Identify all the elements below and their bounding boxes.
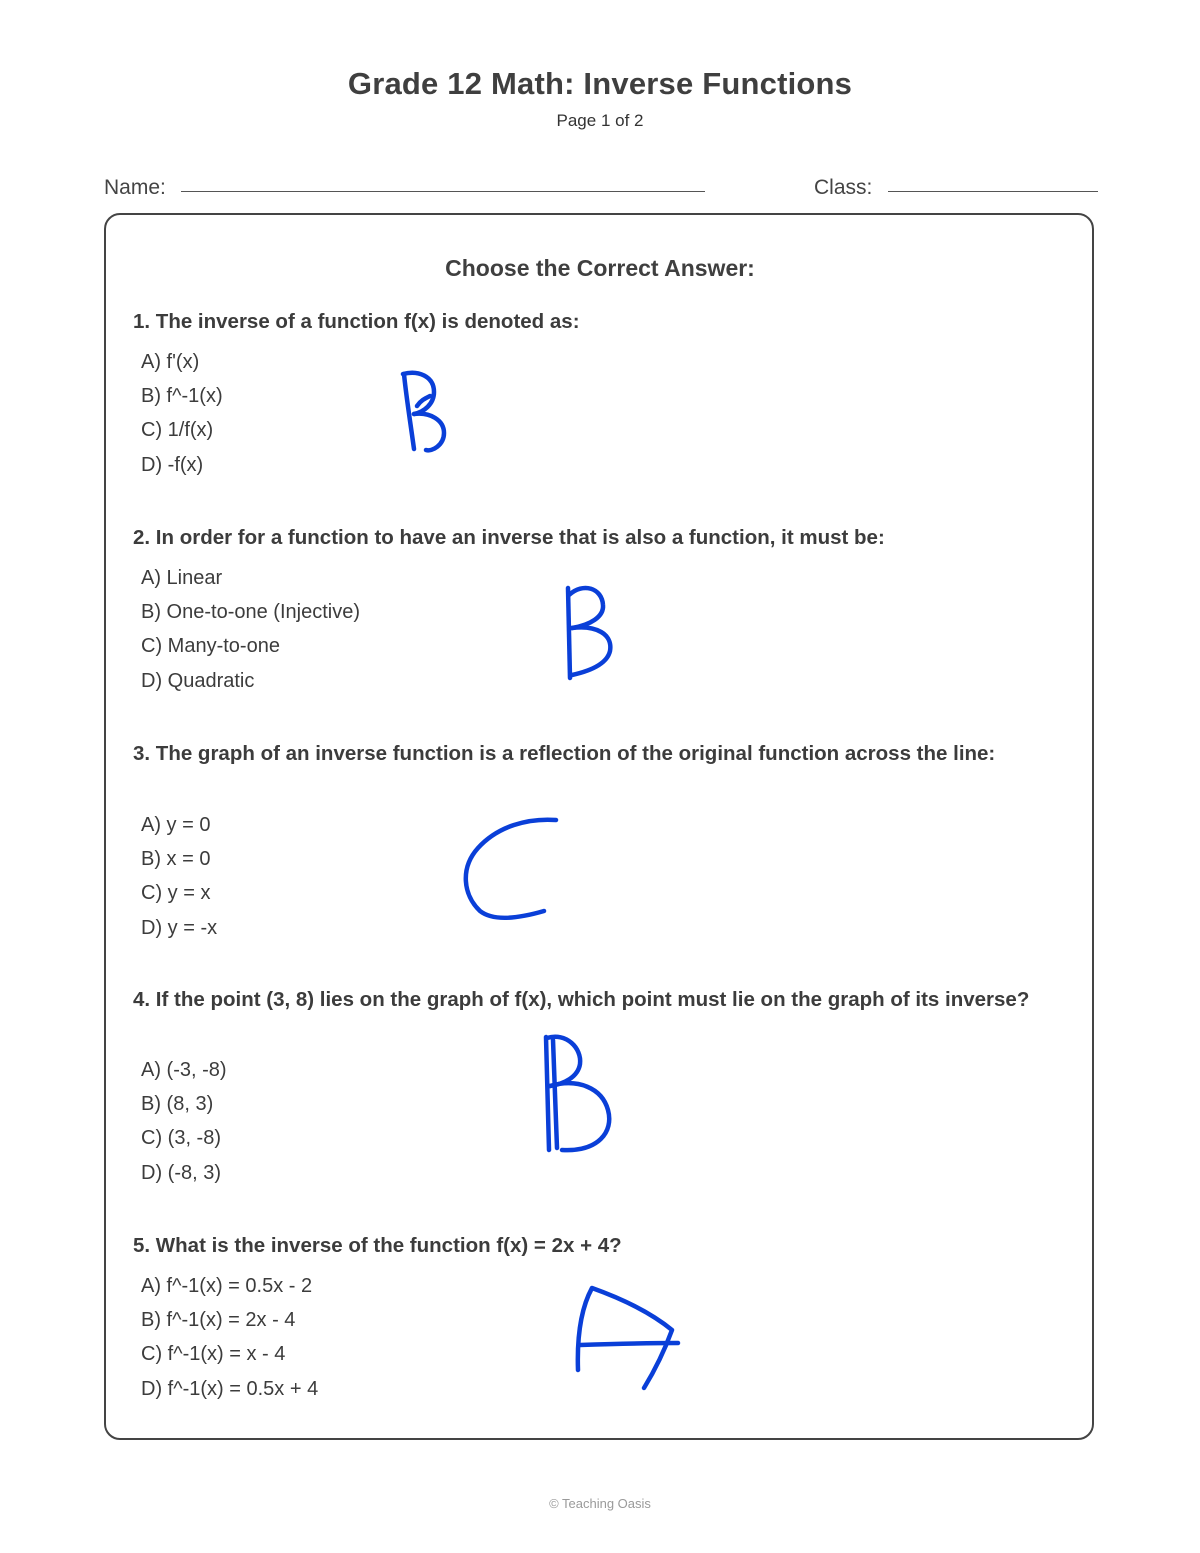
option-a: A) y = 0: [141, 814, 211, 836]
question-1-options: [141, 345, 223, 482]
question-4-options: [141, 1053, 227, 1190]
option-d: D) f^-1(x) = 0.5x + 4: [141, 1377, 319, 1400]
option-d: D) y = -x: [141, 916, 218, 939]
class-field-line[interactable]: [888, 191, 1098, 192]
option-d: D) (-8, 3): [141, 1161, 221, 1184]
class-label: Class:: [814, 176, 873, 199]
option-d: D) Quadratic: [141, 669, 255, 692]
page-indicator: Page 1 of 2: [556, 111, 644, 130]
question-2-options: [141, 561, 360, 698]
option-d: D) -f(x): [141, 453, 204, 476]
option-a: A) Linear: [141, 567, 223, 589]
instructions-heading: Choose the Correct Answer:: [445, 255, 755, 281]
option-b: B) One-to-one (Injective): [141, 601, 360, 624]
option-c: C) 1/f(x): [141, 419, 214, 442]
option-a: A) (-3, -8): [141, 1059, 227, 1081]
footer-credit: © Teaching Oasis: [549, 1496, 651, 1511]
option-b: B) f^-1(x): [141, 385, 223, 408]
option-c: C) f^-1(x) = x - 4: [141, 1343, 286, 1366]
name-field-line[interactable]: [181, 191, 705, 192]
question-3: 3. The graph of an inverse function is a reflection of the original function across the line:: [133, 742, 996, 765]
question-2: 2. In order for a function to have an inverse that is also a function, it must be:: [133, 526, 885, 549]
option-c: C) (3, -8): [141, 1127, 221, 1150]
option-c: C) Many-to-one: [141, 635, 280, 658]
question-5-options: [141, 1269, 318, 1406]
option-b: B) (8, 3): [141, 1093, 214, 1116]
question-5: 5. What is the inverse of the function f(x) = 2x + 4?: [133, 1234, 622, 1257]
worksheet-title: Grade 12 Math: Inverse Functions: [347, 66, 853, 101]
option-a: A) f'(x): [141, 351, 200, 373]
question-4: 4. If the point (3, 8) lies on the graph of f(x), which point must lie on the graph of its inverse?: [133, 988, 1030, 1011]
option-b: B) x = 0: [141, 848, 211, 871]
question-3-options: [141, 808, 217, 945]
question-1: 1. The inverse of a function f(x) is denoted as:: [133, 310, 580, 333]
option-a: A) f^-1(x) = 0.5x - 2: [141, 1275, 313, 1297]
option-c: C) y = x: [141, 882, 211, 905]
name-label: Name:: [104, 176, 166, 199]
option-b: B) f^-1(x) = 2x - 4: [141, 1309, 296, 1332]
